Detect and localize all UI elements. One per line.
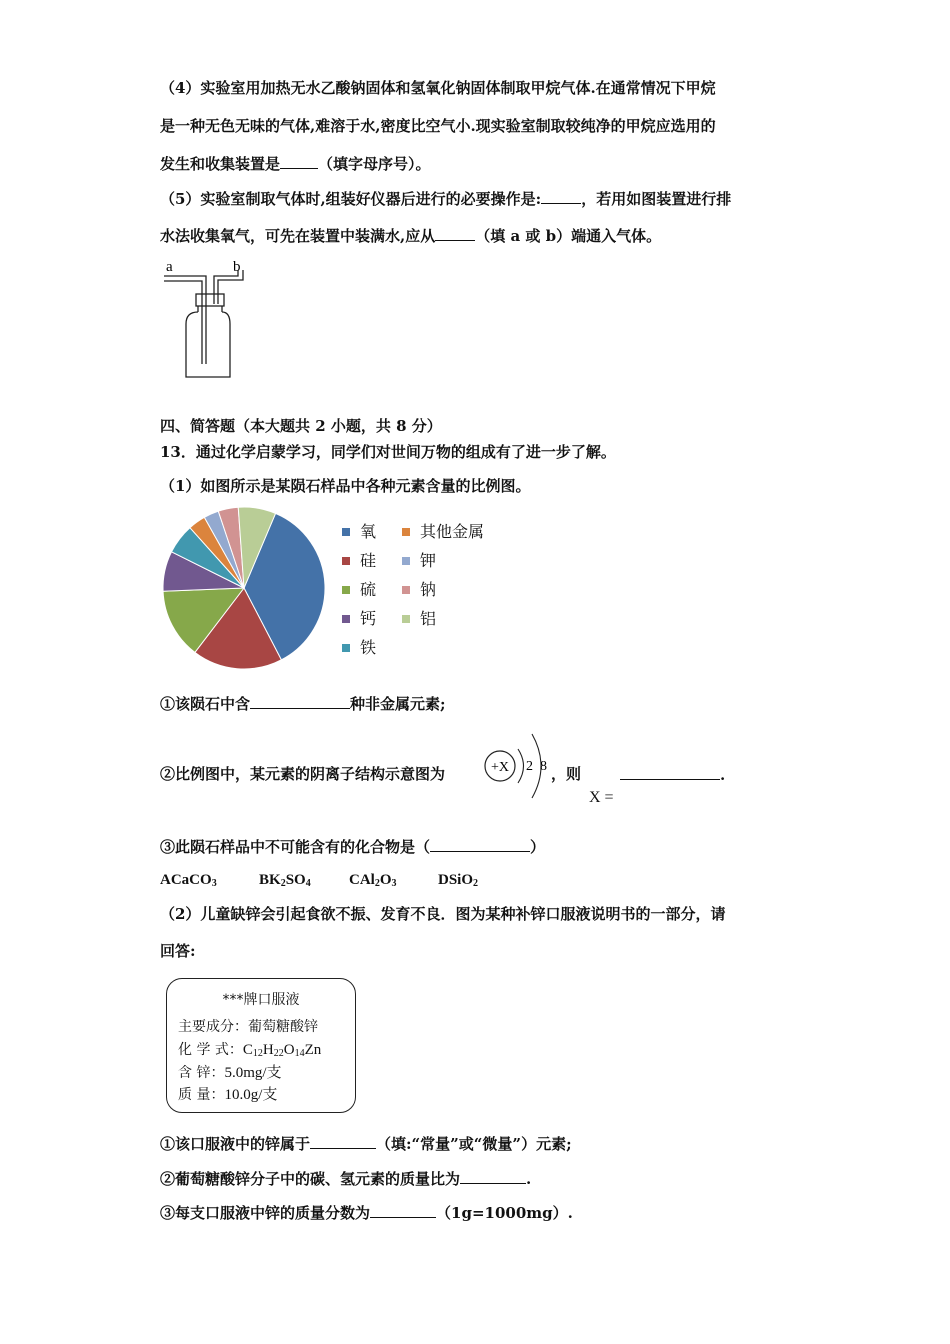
q2-item-2 <box>160 1168 531 1189</box>
option-d[interactable] <box>438 870 478 890</box>
q2-item-3 <box>160 1202 573 1223</box>
item-3-close: ） <box>530 838 546 856</box>
q5-answer-blank-1[interactable] <box>541 188 581 204</box>
legend-swatch <box>342 528 350 536</box>
option-c-s2: 3 <box>391 878 397 889</box>
legend-label: 钠 <box>420 580 437 599</box>
section-heading: 四、简答题（本大题共 2 小题，共 8 分） <box>160 417 442 435</box>
legend-label: 氧 <box>360 522 377 541</box>
shell-2-count: 8 <box>540 759 547 774</box>
legend-swatch <box>342 644 350 652</box>
legend-label: 硫 <box>360 580 377 599</box>
legend-label: 钾 <box>420 551 437 570</box>
legend-label: 硅 <box>360 551 377 570</box>
q4-line-3 <box>160 153 431 174</box>
option-c-s1: 2 <box>374 878 380 889</box>
part2-line-2: 回答: <box>160 942 196 960</box>
label-row-formula <box>178 1039 321 1059</box>
part2-line-1: （2）儿童缺锌会引起食欲不振、发育不良．图为某种补锌口服液说明书的一部分，请 <box>160 905 726 923</box>
label-value: 10.0g/支 <box>224 1087 278 1103</box>
label-row-zinc <box>178 1061 282 1082</box>
shell-1-count: 2 <box>526 759 533 774</box>
option-b-f1: K <box>269 872 281 888</box>
label-row-ingredient <box>178 1016 318 1036</box>
q13-stem: 13．通过化学启蒙学习，同学们对世间万物的组成有了进一步了解。 <box>160 443 616 461</box>
q4-text-end: （填字母序号）。 <box>318 155 431 173</box>
item-2-text: ②比例图中，某元素的阴离子结构示意图为 <box>160 765 446 783</box>
label-row-mass <box>178 1083 277 1104</box>
option-b-f2: SO <box>285 872 306 888</box>
legend-swatch <box>342 557 350 565</box>
item-1-text: ①该陨石中含 <box>160 695 251 713</box>
label-key: 化 学 式： <box>178 1042 243 1058</box>
nucleus-label: +X <box>490 760 510 775</box>
label-key: 质 量： <box>178 1087 225 1103</box>
q2-item-1 <box>160 1133 572 1154</box>
item-3-text: ③此陨石样品中不可能含有的化合物是（ <box>160 838 431 856</box>
legend-label: 钙 <box>360 609 377 628</box>
q5-line-1 <box>160 188 731 209</box>
q4-line-1: （4）实验室用加热无水乙酸钠固体和氢氧化钠固体制取甲烷气体.在通常情况下甲烷 <box>160 79 716 97</box>
item-1-text-end: 种非金属元素; <box>350 695 446 713</box>
oral-liquid-label <box>166 978 356 1113</box>
item-2 <box>160 764 445 784</box>
legend-swatch <box>342 615 350 623</box>
shell-arc-1 <box>518 749 524 783</box>
legend-swatch <box>402 615 410 623</box>
gas-bottle-diagram <box>158 254 258 384</box>
q2-item-2-blank[interactable] <box>460 1168 526 1184</box>
item-2-period: . <box>720 766 726 784</box>
q5-answer-blank-2[interactable] <box>435 225 475 241</box>
item-2-then: ，则 <box>551 765 582 783</box>
item-2-x-label: X = <box>589 789 614 806</box>
q2-item-2-text: ②葡萄糖酸锌分子中的碳、氢元素的质量比为 <box>160 1170 461 1188</box>
q4-line-2: 是一种无色无味的气体,难溶于水,密度比空气小.现实验室制取较纯净的甲烷应选用的 <box>160 117 716 135</box>
q2-item-1-text-end: （填:“常量”或“微量”）元素; <box>376 1135 572 1153</box>
legend-label: 铁 <box>360 638 377 657</box>
option-a-sub: 3 <box>211 878 217 889</box>
item-2-blank[interactable] <box>620 764 720 780</box>
q4-text: 发生和收集装置是 <box>160 155 281 173</box>
q2-item-3-text: ③每支口服液中锌的质量分数为 <box>160 1204 371 1222</box>
option-d-s1: 2 <box>473 878 479 889</box>
label-key: 含 锌： <box>178 1065 225 1081</box>
label-value: 葡萄糖酸锌 <box>248 1019 318 1035</box>
port-b-label: b <box>233 259 241 275</box>
option-b[interactable] <box>259 870 311 890</box>
option-a[interactable] <box>160 870 217 890</box>
anion-structure-diagram <box>480 724 560 806</box>
legend-swatch <box>402 528 410 536</box>
port-a-label: a <box>166 259 173 275</box>
option-d-f1: SiO <box>448 872 474 888</box>
element-pie-chart <box>158 502 330 674</box>
option-c-f1: Al <box>359 872 375 888</box>
q2-item-3-blank[interactable] <box>370 1202 436 1218</box>
legend-swatch <box>402 557 410 565</box>
legend-label: 铝 <box>420 609 437 628</box>
legend-swatch <box>342 586 350 594</box>
item-3 <box>160 836 545 857</box>
q2-item-1-text: ①该口服液中的锌属于 <box>160 1135 311 1153</box>
item-1-blank[interactable] <box>250 693 350 709</box>
label-value: 5.0mg/支 <box>224 1065 282 1081</box>
label-title: ***牌口服液 <box>222 992 300 1008</box>
q5-line-2 <box>160 225 661 246</box>
option-d-letter: D <box>438 872 449 888</box>
q5-text-2-end: （填 a 或 b）端通入气体。 <box>475 227 662 245</box>
option-b-s1: 2 <box>280 878 286 889</box>
option-b-s2: 4 <box>305 878 311 889</box>
option-a-formula: CaCO <box>170 872 212 888</box>
q4-answer-blank[interactable] <box>280 153 318 169</box>
q5-text: （5）实验室制取气体时,组装好仪器后进行的必要操作是: <box>160 190 542 208</box>
q5-text-end: ，若用如图装置进行排 <box>581 190 732 208</box>
q2-item-1-blank[interactable] <box>310 1133 376 1149</box>
option-c-letter: C <box>349 872 360 888</box>
q5-text-2: 水法收集氧气，可先在装置中装满水,应从 <box>160 227 436 245</box>
label-formula: $C_{12}H_{22}O_{14}Zn$ <box>242 1042 322 1059</box>
q13-sub1: （1）如图所示是某陨石样品中各种元素含量的比例图。 <box>160 477 531 495</box>
item-2-answer <box>620 764 725 785</box>
label-key: 主要成分： <box>178 1019 248 1035</box>
option-c[interactable] <box>349 870 397 890</box>
option-c-f2: O <box>379 872 392 888</box>
legend-label: 其他金属 <box>420 522 485 541</box>
item-3-blank[interactable] <box>430 836 530 852</box>
option-b-letter: B <box>259 872 270 888</box>
q2-item-2-text-end: . <box>526 1170 532 1188</box>
item-1 <box>160 693 446 714</box>
q2-item-3-text-end: （1g=1000mg）. <box>436 1204 573 1222</box>
legend-swatch <box>402 586 410 594</box>
option-a-letter: A <box>160 872 171 888</box>
